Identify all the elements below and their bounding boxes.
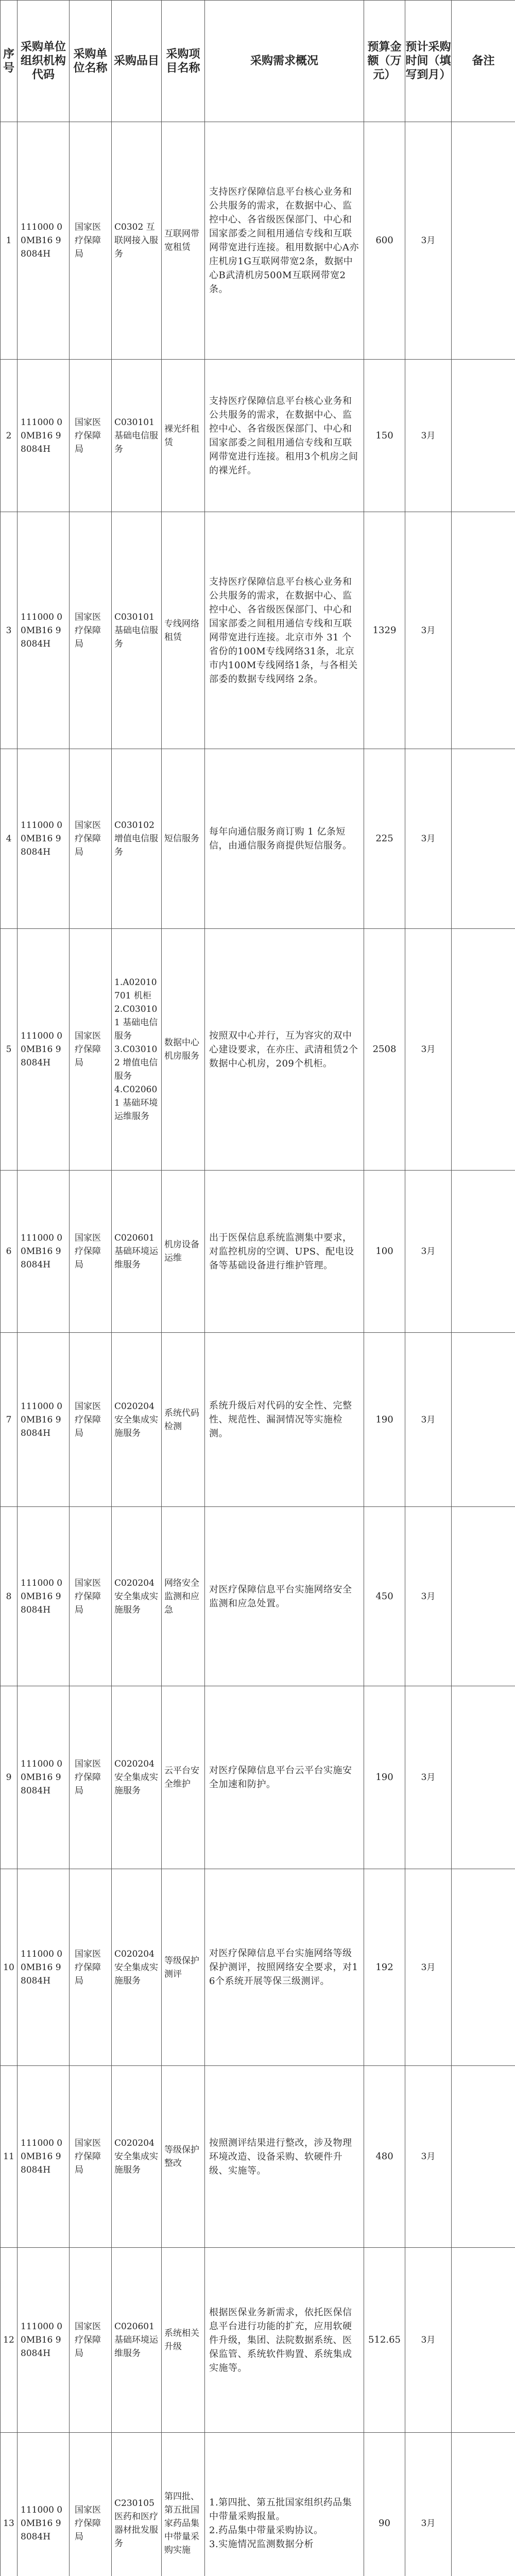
cell-budget: 600 (364, 122, 405, 360)
cell-project-name: 第四批、第五批国家药品集中带量采购实施 (162, 2433, 205, 2576)
cell-unit-name: 国家医疗保障局 (70, 512, 112, 749)
cell-time: 3月 (405, 1507, 452, 1686)
cell-budget: 480 (364, 2066, 405, 2248)
cell-budget: 150 (364, 360, 405, 512)
cell-project-name: 数据中心机房服务 (162, 929, 205, 1171)
table-row (1, 929, 515, 1171)
cell-note (452, 929, 515, 1171)
cell-time: 3月 (405, 1686, 452, 1869)
cell-summary: 支持医疗保障信息平台核心业务和公共服务的需求，在数据中心、监控中心、各省级医保部门、中心和国家部委之间租用通信专线和互联网带宽进行连接。租用3个机房之间的裸光纤。 (205, 360, 364, 512)
cell-index: 8 (1, 1507, 18, 1686)
cell-project-name: 云平台安全维护 (162, 1686, 205, 1869)
cell-time: 3月 (405, 2433, 452, 2576)
table-row (1, 512, 515, 749)
header-time: 预计采购时间（填写到月） (405, 1, 452, 122)
cell-index: 10 (1, 1869, 18, 2066)
cell-org-code: 111000 00MB16 98084H (18, 1869, 70, 2066)
header-project-name: 采购项目名称 (162, 1, 205, 122)
cell-unit-name: 国家医疗保障局 (70, 1869, 112, 2066)
cell-project-name: 等级保护整改 (162, 2066, 205, 2248)
cell-unit-name: 国家医疗保障局 (70, 1507, 112, 1686)
cell-time: 3月 (405, 929, 452, 1171)
cell-unit-name: 国家医疗保障局 (70, 1171, 112, 1333)
cell-category: C020601 基础环境运维服务 (112, 1171, 162, 1333)
cell-summary: 支持医疗保障信息平台核心业务和公共服务的需求，在数据中心、监控中心、各省级医保部门、中心和国家部委之间租用通信专线和互联网带宽进行连接。租用数据中心A亦庄机房1G互联网带宽2条，数据中心B武清机房500M互联网带宽2条。 (205, 122, 364, 360)
cell-category: C020204 安全集成实施服务 (112, 1686, 162, 1869)
cell-note (452, 2248, 515, 2433)
table-row (1, 2066, 515, 2248)
cell-org-code: 111000 00MB16 98084H (18, 929, 70, 1171)
cell-unit-name: 国家医疗保障局 (70, 122, 112, 360)
table-row (1, 1686, 515, 1869)
table-row (1, 1171, 515, 1333)
cell-index: 1 (1, 122, 18, 360)
cell-index: 7 (1, 1333, 18, 1507)
cell-index: 2 (1, 360, 18, 512)
cell-budget: 512.65 (364, 2248, 405, 2433)
cell-note (452, 1333, 515, 1507)
table-header-row (1, 1, 515, 122)
cell-project-name: 系统代码检测 (162, 1333, 205, 1507)
cell-org-code: 111000 00MB16 98084H (18, 1507, 70, 1686)
table-row (1, 2248, 515, 2433)
table-row (1, 122, 515, 360)
cell-budget: 100 (364, 1171, 405, 1333)
cell-note (452, 122, 515, 360)
cell-note (452, 1171, 515, 1333)
cell-category: C030101 基础电信服务 (112, 360, 162, 512)
table-row (1, 360, 515, 512)
cell-unit-name: 国家医疗保障局 (70, 1686, 112, 1869)
cell-category: 1.A02010701 机柜 2.C030101 基础电信服务 3.C030102 增值电信服务 4.C020601 基础环境运维服务 (112, 929, 162, 1171)
cell-unit-name: 国家医疗保障局 (70, 2433, 112, 2576)
cell-category: C230105 医药和医疗器材批发服务 (112, 2433, 162, 2576)
header-index: 序号 (1, 1, 18, 122)
cell-org-code: 111000 00MB16 98084H (18, 2433, 70, 2576)
cell-time: 3月 (405, 1869, 452, 2066)
cell-budget: 90 (364, 2433, 405, 2576)
cell-note (452, 749, 515, 929)
cell-project-name: 短信服务 (162, 749, 205, 929)
cell-index: 13 (1, 2433, 18, 2576)
cell-project-name: 裸光纤租赁 (162, 360, 205, 512)
cell-summary: 按照双中心并行，互为容灾的双中心建设要求，在亦庄、武清租赁2个数据中心机房，209个机柜。 (205, 929, 364, 1171)
header-org-code: 采购单位组织机构代码 (18, 1, 70, 122)
header-summary: 采购需求概况 (205, 1, 364, 122)
cell-org-code: 111000 00MB16 98084H (18, 512, 70, 749)
cell-note (452, 2433, 515, 2576)
table-row (1, 749, 515, 929)
cell-org-code: 111000 00MB16 98084H (18, 122, 70, 360)
cell-org-code: 111000 00MB16 98084H (18, 1171, 70, 1333)
cell-unit-name: 国家医疗保障局 (70, 1333, 112, 1507)
cell-category: C030101 基础电信服务 (112, 512, 162, 749)
cell-summary: 按照测评结果进行整改，涉及物理环境改造、设备采购、软硬件升级、实施等。 (205, 2066, 364, 2248)
cell-time: 3月 (405, 512, 452, 749)
cell-category: C020204 安全集成实施服务 (112, 1869, 162, 2066)
cell-time: 3月 (405, 749, 452, 929)
cell-index: 4 (1, 749, 18, 929)
header-budget: 预算金额（万元） (364, 1, 405, 122)
table-body (1, 122, 515, 2576)
cell-project-name: 网络安全监测和应急 (162, 1507, 205, 1686)
cell-category: C030102 增值电信服务 (112, 749, 162, 929)
cell-summary: 对医疗保障信息平台实施网络等级保护测评，按照网络安全要求，对16个系统开展等保三级测评。 (205, 1869, 364, 2066)
table-row (1, 1333, 515, 1507)
cell-unit-name: 国家医疗保障局 (70, 929, 112, 1171)
cell-budget: 2508 (364, 929, 405, 1171)
cell-unit-name: 国家医疗保障局 (70, 360, 112, 512)
cell-project-name: 系统相关升级 (162, 2248, 205, 2433)
cell-category: C020204 安全集成实施服务 (112, 1507, 162, 1686)
cell-index: 6 (1, 1171, 18, 1333)
cell-org-code: 111000 00MB16 98084H (18, 1333, 70, 1507)
cell-org-code: 111000 00MB16 98084H (18, 360, 70, 512)
cell-project-name: 互联网带宽租赁 (162, 122, 205, 360)
cell-org-code: 111000 00MB16 98084H (18, 2248, 70, 2433)
cell-category: C020204 安全集成实施服务 (112, 2066, 162, 2248)
cell-note (452, 2066, 515, 2248)
cell-index: 9 (1, 1686, 18, 1869)
cell-budget: 192 (364, 1869, 405, 2066)
cell-summary: 对医疗保障信息平台云平台实施安全加速和防护。 (205, 1686, 364, 1869)
cell-summary: 1.第四批、第五批国家组织药品集中带量采购报量。 2.药品集中带量采购协议。 3.实施情况监测数据分析 (205, 2433, 364, 2576)
cell-budget: 190 (364, 1686, 405, 1869)
cell-index: 12 (1, 2248, 18, 2433)
header-category: 采购品目 (112, 1, 162, 122)
cell-project-name: 机房设备运维 (162, 1171, 205, 1333)
cell-summary: 每年向通信服务商订购 1 亿条短信，由通信服务商提供短信服务。 (205, 749, 364, 929)
cell-summary: 系统升级后对代码的安全性、完整性、规范性、漏洞情况等实施检测。 (205, 1333, 364, 1507)
cell-org-code: 111000 00MB16 98084H (18, 1686, 70, 1869)
cell-index: 3 (1, 512, 18, 749)
cell-note (452, 360, 515, 512)
header-note: 备注 (452, 1, 515, 122)
cell-time: 3月 (405, 122, 452, 360)
cell-time: 3月 (405, 1333, 452, 1507)
cell-category: C0302 互联网接入服务 (112, 122, 162, 360)
cell-time: 3月 (405, 1171, 452, 1333)
cell-category: C020204 安全集成实施服务 (112, 1333, 162, 1507)
header-unit-name: 采购单位名称 (70, 1, 112, 122)
cell-index: 11 (1, 2066, 18, 2248)
cell-unit-name: 国家医疗保障局 (70, 749, 112, 929)
cell-note (452, 512, 515, 749)
cell-summary: 出于医保信息系统监测集中要求，对监控机房的空调、UPS、配电设备等基础设备进行维护管理。 (205, 1171, 364, 1333)
cell-summary: 对医疗保障信息平台实施网络安全监测和应急处置。 (205, 1507, 364, 1686)
cell-budget: 1329 (364, 512, 405, 749)
cell-project-name: 等级保护测评 (162, 1869, 205, 2066)
cell-note (452, 1507, 515, 1686)
cell-time: 3月 (405, 2248, 452, 2433)
cell-summary: 支持医疗保障信息平台核心业务和公共服务的需求，在数据中心、监控中心、各省级医保部门、中心和国家部委之间租用通信专线和互联网带宽进行连接。北京市外 31 个省份的100M专线网络31条，北京市内100M专线网络1条，与各相关部委的数据专线网络 2条。 (205, 512, 364, 749)
cell-unit-name: 国家医疗保障局 (70, 2066, 112, 2248)
cell-category: C020601 基础环境运维服务 (112, 2248, 162, 2433)
table-row (1, 2433, 515, 2576)
cell-budget: 225 (364, 749, 405, 929)
cell-note (452, 1869, 515, 2066)
cell-unit-name: 国家医疗保障局 (70, 2248, 112, 2433)
cell-project-name: 专线网络租赁 (162, 512, 205, 749)
cell-time: 3月 (405, 360, 452, 512)
cell-time: 3月 (405, 2066, 452, 2248)
table-row (1, 1869, 515, 2066)
cell-summary: 根据医保业务新需求，依托医保信息平台进行功能的扩充，应用软硬件升级，集团、法院数据系统、医保监管、系统软件购置、系统集成实施等。 (205, 2248, 364, 2433)
cell-org-code: 111000 00MB16 98084H (18, 749, 70, 929)
table-row (1, 1507, 515, 1686)
cell-note (452, 1686, 515, 1869)
cell-budget: 190 (364, 1333, 405, 1507)
cell-org-code: 111000 00MB16 98084H (18, 2066, 70, 2248)
cell-budget: 450 (364, 1507, 405, 1686)
cell-index: 5 (1, 929, 18, 1171)
